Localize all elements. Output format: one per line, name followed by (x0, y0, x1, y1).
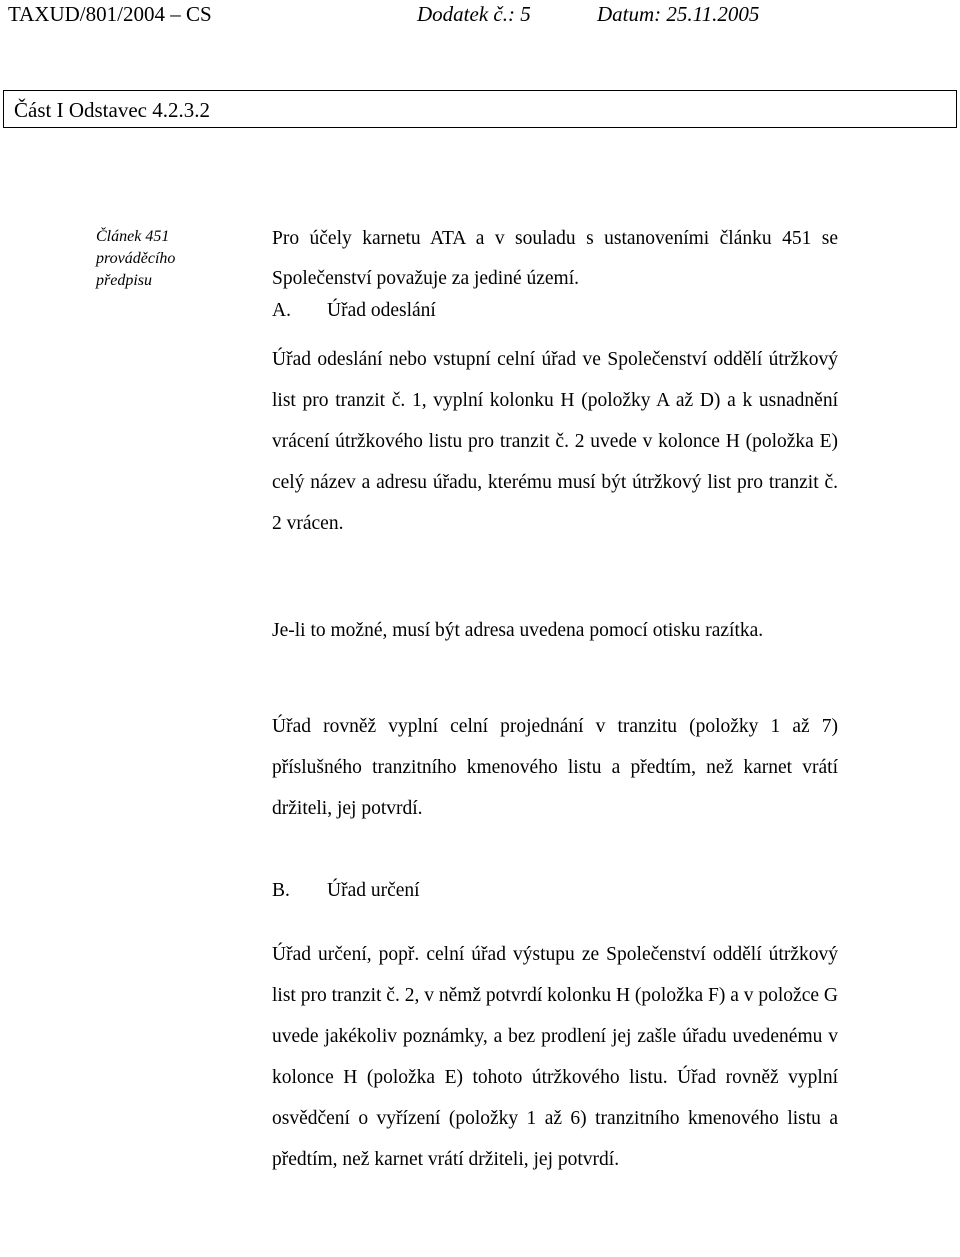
margin-note-line: prováděcího (96, 250, 176, 267)
document-date: Datum: 25.11.2005 (597, 2, 760, 26)
margin-note-line: Článek 451 (96, 228, 170, 245)
margin-note (96, 226, 236, 292)
intro-paragraph: Pro účely karnetu ATA a v souladu s ustanoveními článku 451 se Společenství považuje za jediné území. (272, 228, 838, 289)
document-reference: TAXUD/801/2004 – CS (8, 2, 212, 26)
section-a-heading (272, 300, 838, 322)
section-a-paragraph-1: Úřad odeslání nebo vstupní celní úřad ve Společenství oddělí útržkový list pro tranzit č. 1, vyplní kolonku H (položky A až D) a k usnadnění vrácení útržkového listu pro tranzit č. 2 uvede v kolonce H (položka E) celý název a adresu úřadu, kterému musí být útržkový list pro tranzit č. 2 vrácen. (272, 349, 838, 534)
section-a-paragraph-2: Je-li to možné, musí být adresa uvedena pomocí otisku razítka. (272, 620, 764, 641)
page-header (0, 0, 960, 34)
section-a-letter: A. (272, 300, 291, 321)
addendum-number: Dodatek č.: 5 (417, 2, 531, 26)
section-title: Část I Odstavec 4.2.3.2 (14, 98, 210, 122)
section-b-title: Úřad určení (327, 880, 420, 901)
section-b-heading (272, 880, 838, 902)
section-a-title: Úřad odeslání (327, 300, 436, 321)
section-title-box (3, 90, 957, 128)
section-a-paragraph-3: Úřad rovněž vyplní celní projednání v tranzitu (položky 1 až 7) příslušného tranzitního kmenového listu a předtím, než karnet vrátí držiteli, jej potvrdí. (272, 716, 838, 819)
margin-note-line: předpisu (96, 272, 152, 289)
section-b-paragraph-1: Úřad určení, popř. celní úřad výstupu ze Společenství oddělí útržkový list pro tranzit č. 2, v němž potvrdí kolonku H (položka F) a v položce G uvede jakékoliv poznámky, a bez prodlení jej zašle úřadu uvedenému v kolonce H (položka E) tohoto útržkového listu. Úřad rovněž vyplní osvědčení o vyřízení (položky 1 až 6) tranzitního kmenového listu a předtím, než karnet vrátí držiteli, jej potvrdí. (272, 944, 838, 1170)
section-b-letter: B. (272, 880, 290, 901)
